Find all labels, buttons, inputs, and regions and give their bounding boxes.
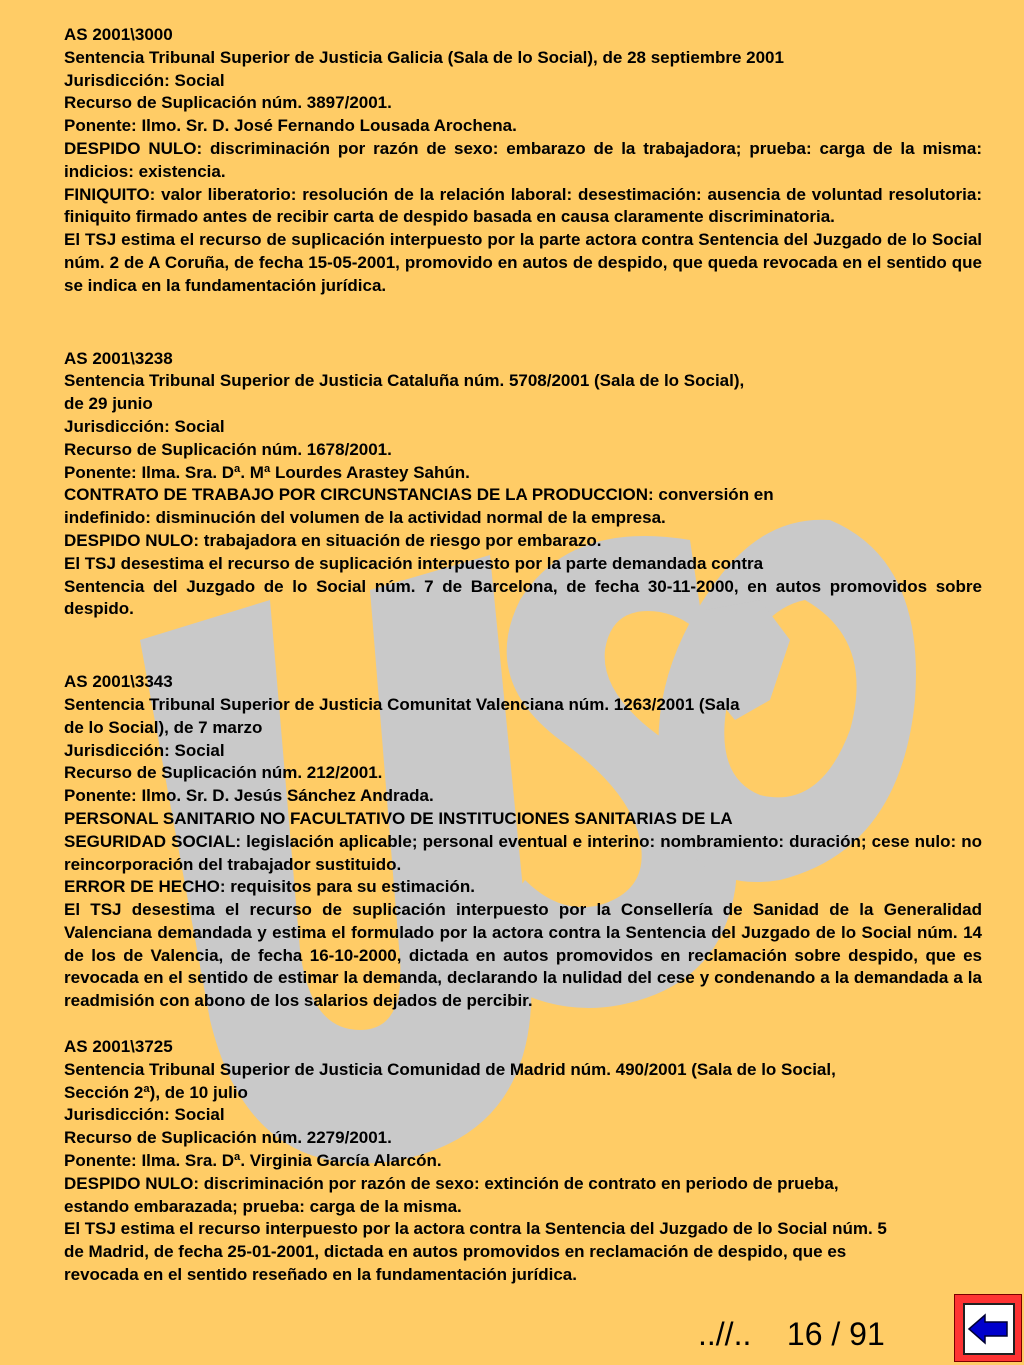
case-appeal-number: Recurso de Suplicación núm. 3897/2001. — [64, 93, 392, 113]
case-reference: AS 2001\3238 — [64, 348, 173, 368]
case-summary-line: estando embarazada; prueba: carga de la misma. — [64, 1196, 462, 1216]
case-rapporteur: Ponente: Ilmo. Sr. D. Jesús Sánchez Andrada. — [64, 786, 434, 806]
page-footer — [698, 1316, 885, 1353]
case-appeal-number: Recurso de Suplicación núm. 212/2001. — [64, 763, 383, 783]
case-summary-line: DESPIDO NULO: discriminación por razón de sexo: extinción de contrato en periodo de prueba, — [64, 1173, 839, 1193]
case-court-title: Sentencia Tribunal Superior de Justicia Cataluña núm. 5708/2001 (Sala de lo Social), — [64, 371, 745, 391]
case-reference: AS 2001\3343 — [64, 672, 173, 692]
case-court-title-cont: Sección 2ª), de 10 julio — [64, 1082, 248, 1102]
case-appeal-number: Recurso de Suplicación núm. 2279/2001. — [64, 1128, 392, 1148]
case-court-title: Sentencia Tribunal Superior de Justicia Comunidad de Madrid núm. 490/2001 (Sala de lo Social, — [64, 1059, 836, 1079]
case-summary-paragraph: SEGURIDAD SOCIAL: legislación aplicable; personal eventual e interino: nombramiento: duración; cese nulo: no reincorporación del trabajador sustituido. — [64, 831, 982, 874]
case-rapporteur: Ponente: Ilmo. Sr. D. José Fernando Lousada Arochena. — [64, 116, 517, 136]
case-rapporteur: Ponente: Ilma. Sra. Dª. Mª Lourdes Arastey Sahún. — [64, 462, 470, 482]
case-court-title: Sentencia Tribunal Superior de Justicia Comunitat Valenciana núm. 1263/2001 (Sala — [64, 694, 740, 714]
case-ruling-paragraph: El TSJ estima el recurso de suplicación interpuesto por la parte actora contra Sentencia del Juzgado de lo Social núm. 2 de A Coruña, de fecha 15-05-2001, promovido en autos de despido, que queda revocada en el sentido que se indica en la fundamentación jurídica. — [64, 230, 982, 295]
case-entry-as-2001-3343 — [64, 671, 982, 1013]
case-reference: AS 2001\3725 — [64, 1037, 173, 1057]
case-ruling-line: El TSJ desestima el recurso de suplicación interpuesto por la parte demandada contra — [64, 553, 764, 573]
case-summary-line: PERSONAL SANITARIO NO FACULTATIVO DE INSTITUCIONES SANITARIAS DE LA — [64, 808, 733, 828]
page-current: 16 — [786, 1316, 823, 1352]
case-ruling-line: El TSJ estima el recurso interpuesto por la actora contra la Sentencia del Juzgado de lo Social núm. 5 — [64, 1219, 887, 1239]
case-ruling-line: de Madrid, de fecha 25-01-2001, dictada en autos promovidos en reclamación de despido, que es — [64, 1242, 847, 1262]
document-body — [64, 24, 982, 1287]
case-summary-paragraph: FINIQUITO: valor liberatorio: resolución de la relación laboral: desestimación: ausencia de voluntad resolutoria: finiquito firmado antes de recibir carta de despido basada en causa claramente discriminatoria. — [64, 184, 982, 227]
case-summary-line: DESPIDO NULO: trabajadora en situación de riesgo por embarazo. — [64, 530, 602, 550]
case-entry-as-2001-3000 — [64, 24, 982, 298]
case-jurisdiction: Jurisdicción: Social — [64, 416, 225, 436]
case-summary-line: CONTRATO DE TRABAJO POR CIRCUNSTANCIAS DE LA PRODUCCION: conversión en — [64, 485, 774, 505]
back-arrow-icon — [965, 1305, 1013, 1353]
case-appeal-number: Recurso de Suplicación núm. 1678/2001. — [64, 439, 392, 459]
case-jurisdiction: Jurisdicción: Social — [64, 740, 225, 760]
case-jurisdiction: Jurisdicción: Social — [64, 1105, 225, 1125]
case-summary-paragraph: DESPIDO NULO: discriminación por razón de sexo: embarazo de la trabajadora; prueba: carga de la misma: indicios: existencia. — [64, 138, 982, 181]
page-total: 91 — [849, 1316, 885, 1352]
case-court-title-cont: de lo Social), de 7 marzo — [64, 717, 263, 737]
case-entry-as-2001-3725 — [64, 1036, 982, 1287]
back-button[interactable] — [954, 1294, 1022, 1362]
case-summary-line: indefinido: disminución del volumen de la actividad normal de la empresa. — [64, 508, 666, 528]
case-jurisdiction: Jurisdicción: Social — [64, 70, 225, 90]
continuation-marker: ..//.. — [698, 1316, 752, 1352]
case-ruling-paragraph: Sentencia del Juzgado de lo Social núm. 7 de Barcelona, de fecha 30-11-2000, en autos promovidos sobre despido. — [64, 576, 982, 619]
case-rapporteur: Ponente: Ilma. Sra. Dª. Virginia García Alarcón. — [64, 1151, 442, 1171]
case-ruling-paragraph: El TSJ desestima el recurso de suplicación interpuesto por la Consellería de Sanidad de la Generalidad Valenciana demandada y estima el formulado por la actora contra la Sentencia del Juzgado de lo Social núm. 14 de los de Valencia, de fecha 16-10-2000, dictada en autos promovidos en reclamación sobre despido, que es revocada en el sentido de estimar la demanda, declarando la nulidad del cese y condenando a la demandada a la readmisión con abono de los salarios dejados de percibir. — [64, 900, 982, 1011]
case-ruling-line: revocada en el sentido reseñado en la fundamentación jurídica. — [64, 1265, 577, 1285]
back-button-face[interactable] — [963, 1303, 1015, 1355]
case-court-title-cont: de 29 junio — [64, 394, 153, 414]
case-reference: AS 2001\3000 — [64, 25, 173, 44]
case-entry-as-2001-3238 — [64, 348, 982, 622]
page-separator: / — [831, 1316, 841, 1352]
case-court-title: Sentencia Tribunal Superior de Justicia Galicia (Sala de lo Social), de 28 septiembre 2001 — [64, 47, 784, 67]
case-summary-paragraph: ERROR DE HECHO: requisitos para su estimación. — [64, 877, 475, 897]
